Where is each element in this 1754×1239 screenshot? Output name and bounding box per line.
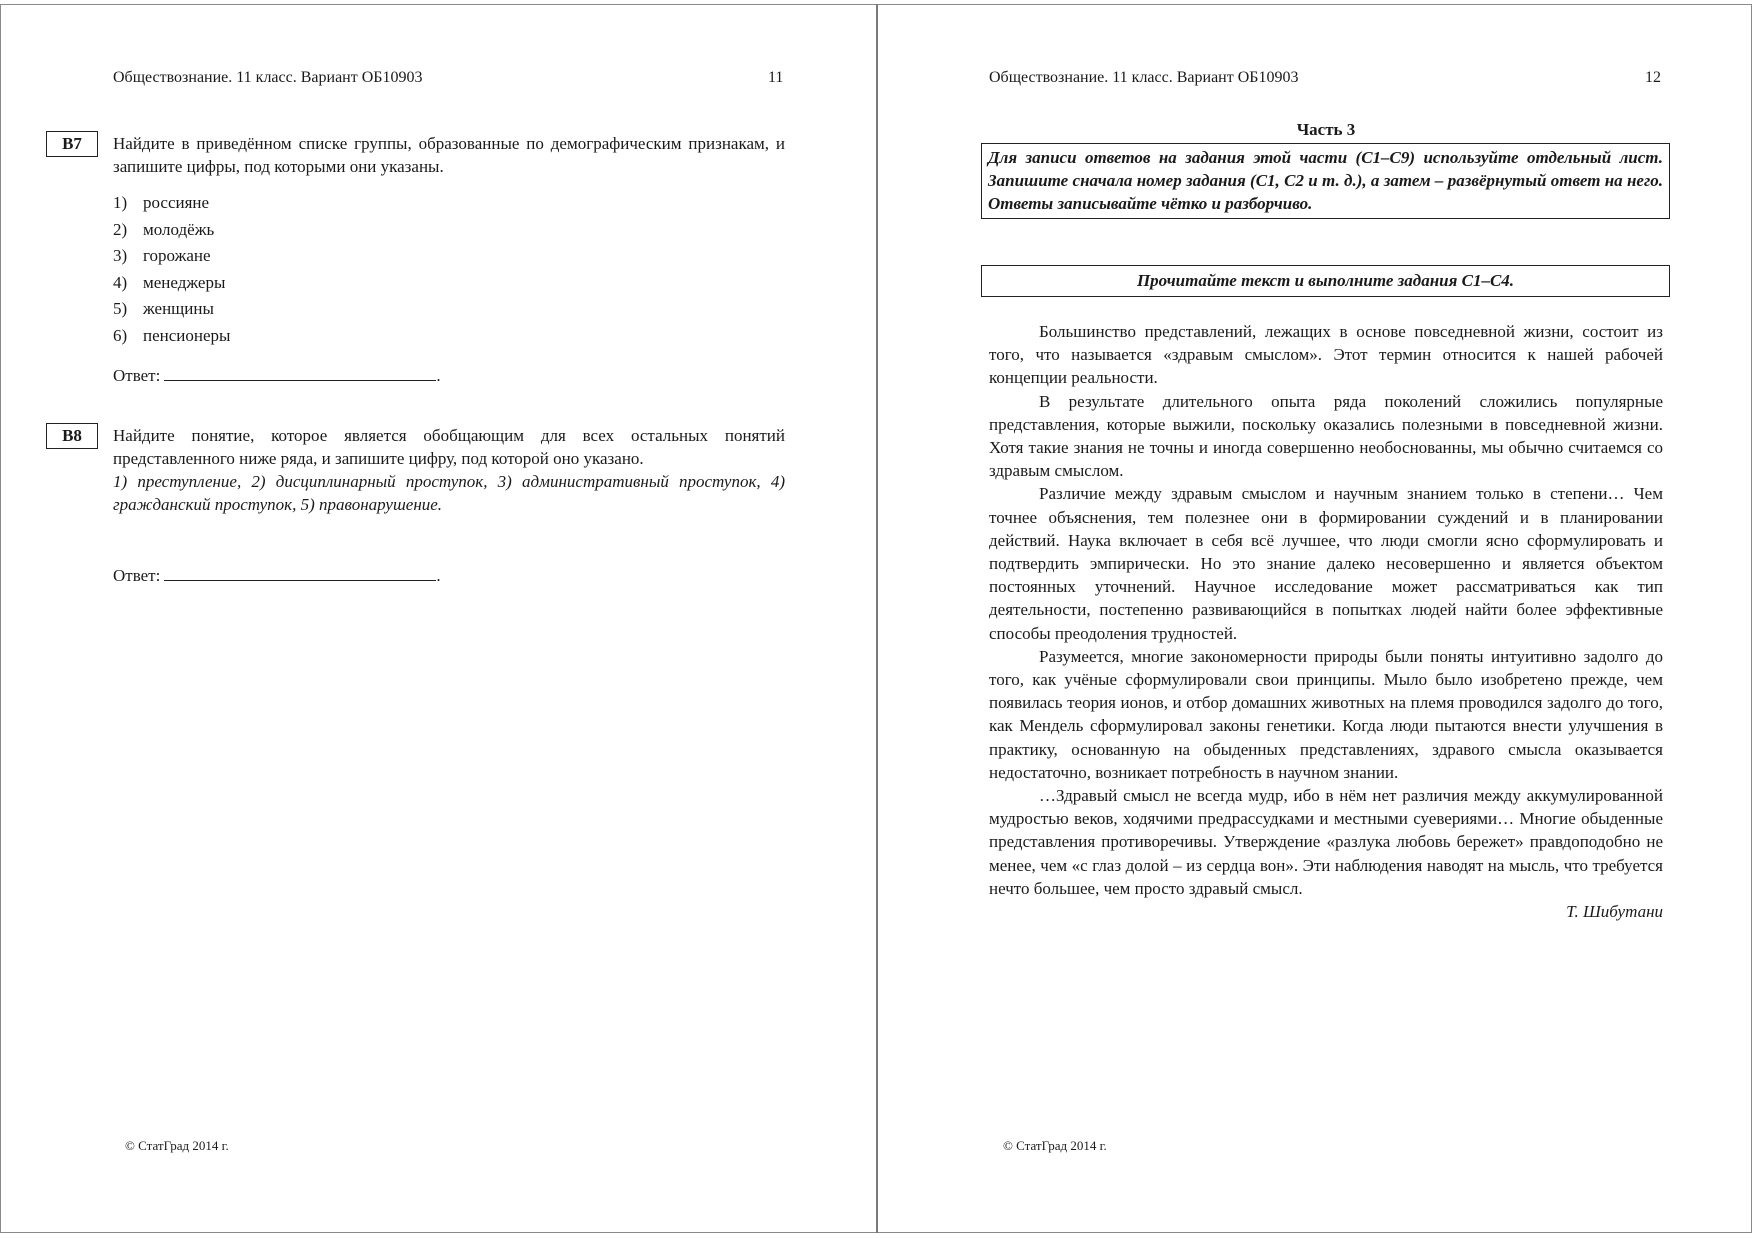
option-item: 5) женщины (113, 299, 214, 318)
left-footer: © СтатГрад 2014 г. (125, 1138, 229, 1153)
option-item: 4) менеджеры (113, 272, 226, 292)
task-heading-box: Прочитайте текст и выполните задания С1–С4. (981, 265, 1670, 297)
task-label-b8: B8 (46, 423, 98, 449)
paragraph: В результате длительного опыта ряда поколений сложились популярные представления, которые выжили, поскольку оказались полезными в повседневной жизни. Хотя такие знания не точны и иногда совершенно необоснованны, мы обычно считаемся со здравым смыслом. (989, 391, 1663, 481)
right-header-title: Обществознание. 11 класс. Вариант ОБ10903 (989, 69, 1299, 86)
instructions-box: Для записи ответов на задания этой части (С1–С9) используйте отдельный лист. Запишите сначала номер задания (С1, С2 и т. д.), а затем – развёрнутый ответ на него. Ответы записывайте чётко и разборчиво. (981, 143, 1670, 219)
task-b7-text (113, 132, 785, 178)
option-item: 2) молодёжь (113, 219, 215, 239)
reading-text (989, 320, 1663, 923)
paragraph: Различие между здравым смыслом и научным знанием только в степени… Чем точнее объяснения, тем полезнее они в формировании суждений и в планировании действий. Наука включает в себя всё лучшее, что люди смогли ясно сформулировать и подтвердить эмпирически. Но это знание далеко несовершенно и является объектом постоянных уточнений. Научное исследование может рассматриваться как тип деятельности, постепенно развивающийся в попытках людей найти более эффективные способы преодоления трудностей. (989, 484, 1663, 643)
option-item: 6) пенсионеры (113, 325, 231, 345)
left-page-number: 11 (768, 69, 784, 86)
task-b8-answer: Ответ: . (113, 566, 441, 585)
answer-label: Ответ: (113, 366, 161, 385)
task-label-b7: B7 (46, 131, 98, 157)
task-b8-question: Найдите понятие, которое является обобщающим для всех остальных понятий представленного ниже ряда, и запишите цифру, под которой оно указано. (113, 426, 785, 468)
part-title: Часть 3 (1296, 120, 1356, 139)
right-page (878, 0, 1754, 1239)
option-item: 3) горожане (113, 246, 211, 265)
left-header-title: Обществознание. 11 класс. Вариант ОБ10903 (113, 69, 423, 86)
task-b8-series: 1) преступление, 2) дисциплинарный проступок, 3) административный проступок, 4) гражданский проступок, 5) правонарушение. (113, 472, 785, 514)
paragraph: Разумеется, многие закономерности природы были поняты интуитивно задолго до того, как учёные сформулировали свои принципы. Мыло было изобретено прежде, чем появилась теория ионов, и отбор домашних животных на племя проводился задолго до того, как Мендель сформулировал законы генетики. Когда люди пытаются внести улучшения в практику, основанную на обыденных представлениях, здравого смысла оказывается недостаточно, возникает потребность в научном знании. (989, 646, 1663, 782)
task-b8-text (113, 424, 785, 516)
task-b7-options (113, 190, 230, 349)
left-page (0, 0, 876, 1239)
answer-label: Ответ: (113, 566, 161, 585)
paragraph: …Здравый смысл не всегда мудр, ибо в нём нет различия между аккумулированной мудростью веков, ходячими предрассудками и местными суевериями… Многие обыденные представления противоречивы. Утверждение «разлука любовь бережет» правдоподобно не менее, чем «с глаз долой – из сердца вон». Эти наблюдения наводят на мысль, что требуется нечто большее, чем просто здравый смысл. (989, 786, 1663, 898)
author: Т. Шибутани (1566, 902, 1663, 922)
answer-line[interactable] (164, 566, 436, 581)
task-b7-question: Найдите в приведённом списке группы, образованные по демографическим признакам, и запишите цифры, под которыми они указаны. (113, 134, 785, 176)
right-footer: © СтатГрад 2014 г. (1003, 1138, 1107, 1153)
answer-line[interactable] (164, 366, 436, 381)
task-b7-answer: Ответ: . (113, 366, 441, 385)
option-item: 1) россияне (113, 193, 210, 212)
paragraph: Большинство представлений, лежащих в основе повседневной жизни, состоит из того, что называется «здравым смыслом». Этот термин относится к нашей рабочей концепции реальности. (989, 322, 1663, 388)
right-page-number: 12 (1645, 69, 1661, 86)
